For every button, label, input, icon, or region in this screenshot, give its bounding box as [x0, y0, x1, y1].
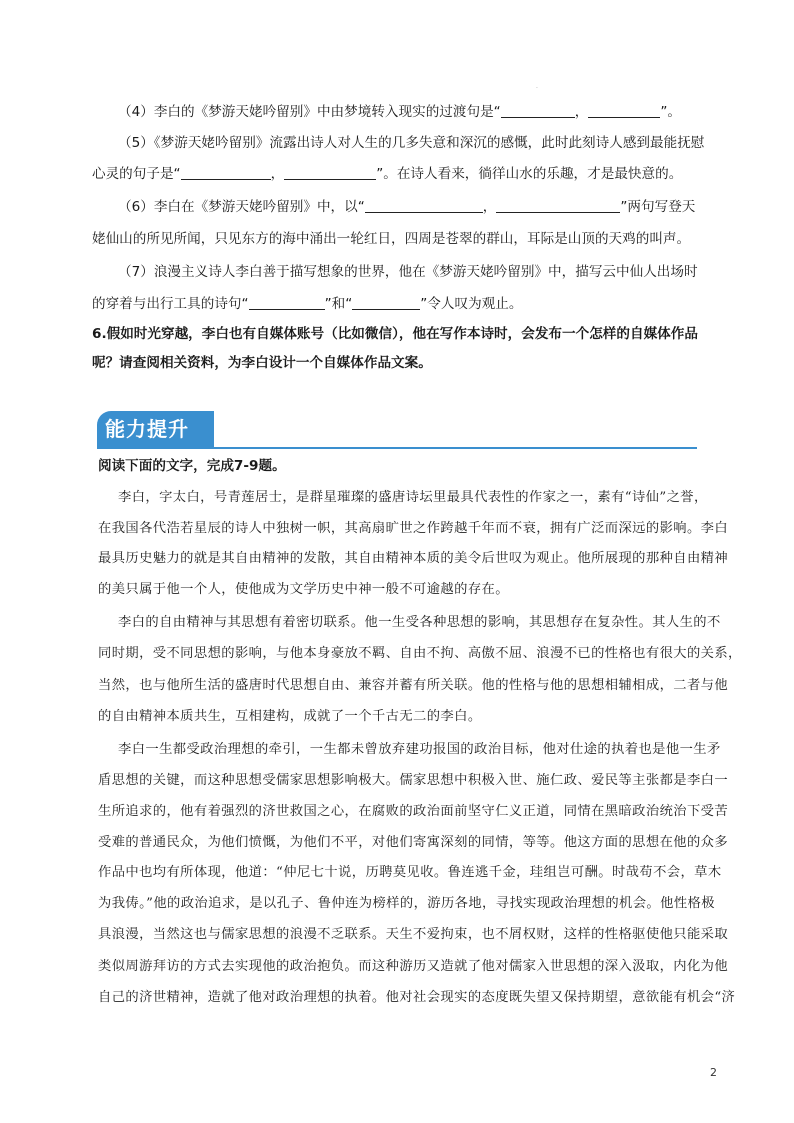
passage-line: 盾思想的关键，而这种思想受儒家思想影响极大。儒家思想中积极入世、施仁政、爱民等主张都是李白一 — [98, 773, 729, 788]
answer-blank[interactable] — [352, 296, 420, 310]
task-6-line-2: 呢？请查阅相关资料，为李白设计一个自媒体作品文案。 — [92, 355, 432, 371]
passage-line: 当然，也与他所生活的盛唐时代思想自由、兼容并蓄有所关联。他的性格与他的思想相辅相成，二者与他 — [98, 678, 729, 693]
passage-line: 类似周游拜访的方式去实现他的政治抱负。而这种游历又造就了他对儒家入世思想的深入汲取，内化为他 — [98, 959, 729, 974]
passage-line: 李白，字太白，号青莲居士，是群星璀璨的盛唐诗坛里最具代表性的作家之一，素有“诗仙”之誉， — [118, 490, 708, 505]
answer-blank[interactable] — [496, 199, 620, 213]
comma: ， — [270, 166, 285, 182]
passage-line: 具浪漫，当然这也与儒家思想的浪漫不乏联系。天生不爱拘束，也不屑权财，这样的性格驱使他只能采取 — [98, 927, 729, 942]
answer-blank[interactable] — [249, 296, 325, 310]
passage-line: 作品中也均有所体现，他道：“仲尼七十说，历聘莫见收。鲁连逃千金，珪组岂可酬。时哉苟不会，草木 — [98, 865, 722, 880]
passage-line: 受难的普通民众，为他们愤慨，为他们不平，对他们寄寓深刻的同情，等等。他这方面的思想在他的众多 — [98, 835, 729, 850]
section-divider — [97, 447, 697, 449]
passage-line: 同时期，受不同思想的影响，与他本身豪放不羁、自由不拘、高傲不屈、浪漫不已的性格也有很大的关系， — [98, 646, 742, 661]
question-7-line-2 — [92, 296, 728, 313]
closing-quote: ”。 — [660, 104, 681, 120]
question-5-tail: ”。在诗人看来，徜徉山水的乐趣，才是最快意的。 — [376, 166, 683, 182]
mark-dot: . — [536, 83, 538, 90]
section-title: 能力提升 — [97, 411, 214, 447]
question-7-tail: ”令人叹为观止。 — [420, 296, 523, 312]
question-5-line-2 — [92, 166, 728, 183]
question-4-text: （4）李白的《梦游天姥吟留别》中由梦境转入现实的过渡句是“ — [118, 104, 501, 120]
passage-line: 李白一生都受政治理想的牵引，一生都未曾放弃建功报国的政治目标，他对仕途的执着也是他一生矛 — [118, 742, 721, 757]
reading-instruction: 阅读下面的文字，完成7-9题。 — [98, 458, 286, 474]
answer-blank[interactable] — [501, 104, 575, 118]
answer-blank[interactable] — [365, 199, 483, 213]
comma: ， — [574, 104, 589, 120]
comma: ， — [482, 199, 497, 215]
question-6-line-1 — [118, 199, 754, 216]
answer-blank[interactable] — [181, 166, 271, 180]
question-6-text: （6）李白在《梦游天姥吟留别》中，以“ — [118, 199, 365, 215]
question-6-line-2: 姥仙山的所见所闻，只见东方的海中涌出一轮红日，四周是苍翠的群山，耳际是山顶的天鸡的叫声。 — [92, 231, 691, 247]
passage-line: 为我俦。”他的政治追求，是以孔子、鲁仲连为榜样的，游历各地，寻找实现政治理想的机会。他性格极 — [98, 896, 715, 911]
answer-blank[interactable] — [588, 104, 660, 118]
task-6-line-1: 6.假如时光穿越，李白也有自媒体账号（比如微信），他在写作本诗时，会发布一个怎样的自媒体作品 — [92, 326, 698, 342]
question-6-tail: ”两句写登天 — [620, 199, 696, 215]
answer-blank[interactable] — [284, 166, 376, 180]
passage-line: 李白的自由精神与其思想有着密切联系。他一生受各种思想的影响，其思想存在复杂性。其人生的不 — [118, 615, 721, 630]
question-4 — [118, 104, 754, 121]
passage-line: 最具历史魅力的就是其自由精神的发散，其自由精神本质的美令后世叹为观止。他所展现的那种自由精神 — [98, 551, 729, 566]
passage-line: 在我国各代浩若星辰的诗人中独树一帜，其高扇旷世之作跨越千年而不衰，拥有广泛而深远的影响。李白 — [98, 521, 729, 536]
passage-line: 生所追求的，他有着强烈的济世救国之心，在腐败的政治面前坚守仁义正道，同情在黑暗政治统治下受苦 — [98, 804, 729, 819]
question-5-text: 心灵的句子是“ — [92, 166, 181, 182]
passage-line: 的美只属于他一个人，使他成为文学历史中神一般不可逾越的存在。 — [98, 582, 509, 597]
question-7-text: 的穿着与出行工具的诗句“ — [92, 296, 249, 312]
question-7-line-1: （7）浪漫主义诗人李白善于描写想象的世界，他在《梦游天姥吟留别》中，描写云中仙人出场时 — [118, 264, 698, 280]
passage-line: 自己的济世精神，造就了他对政治理想的执着。他对社会现实的态度既失望又保持期望，意欲能有机会“济 — [98, 990, 736, 1005]
question-5-line-1: （5）《梦游天姥吟留别》流露出诗人对人生的几多失意和深沉的感慨，此时此刻诗人感到最能抚慰 — [118, 135, 705, 151]
and-quote: ”和“ — [324, 296, 353, 312]
page-number: 2 — [710, 1066, 717, 1079]
passage-line: 的自由精神本质共生，互相建构，成就了一个千古无二的李白。 — [98, 709, 482, 724]
